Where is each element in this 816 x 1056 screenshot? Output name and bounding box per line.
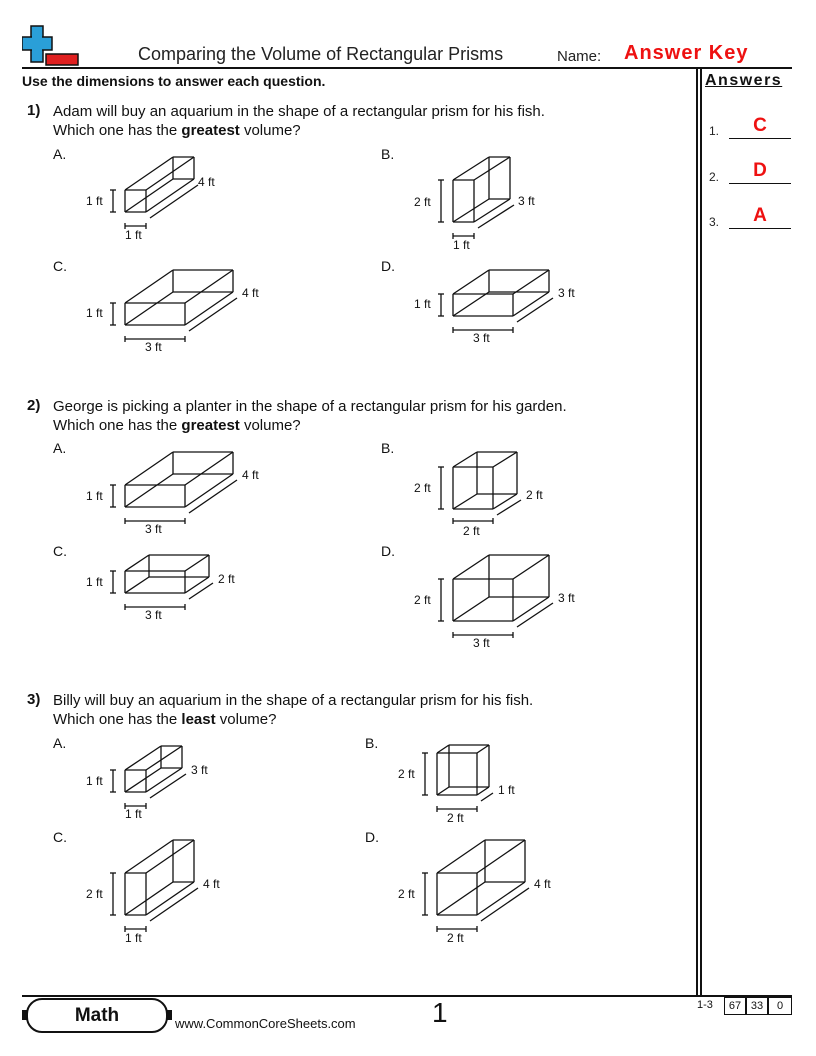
option-letter[interactable]: D. [381,543,395,559]
option-letter[interactable]: C. [53,258,67,274]
width-label: 2 ft [447,811,464,825]
question-line-1: George is picking a planter in the shape of a rectangular prism for his garden. [53,398,567,415]
height-label: 2 ft [414,481,431,495]
depth-label: 3 ft [518,194,535,208]
width-label: 3 ft [145,522,162,536]
page-number: 1 [432,997,448,1028]
name-label: Name: [557,48,602,65]
option-letter[interactable]: A. [53,146,67,162]
height-label: 2 ft [398,767,415,781]
answer-value[interactable]: D [753,160,767,181]
score-box: 67 [724,997,746,1015]
width-label: 3 ft [473,636,490,650]
height-label: 1 ft [86,774,103,788]
option-letter[interactable]: B. [381,146,395,162]
question-line-2: Which one has the least volume? [53,711,277,728]
height-label: 1 ft [86,194,103,208]
depth-label: 4 ft [242,286,259,300]
width-label: 1 ft [125,228,142,242]
depth-label: 3 ft [558,591,575,605]
width-label: 3 ft [145,340,162,354]
height-label: 1 ft [414,297,431,311]
question-line-2: Which one has the greatest volume? [53,122,301,139]
option-letter[interactable]: B. [381,440,395,456]
height-label: 2 ft [398,887,415,901]
height-label: 2 ft [414,195,431,209]
width-label: 1 ft [125,807,142,821]
depth-label: 2 ft [218,572,235,586]
question-number: 2) [27,397,41,414]
answer-key-label: Answer Key [624,42,749,64]
answer-number: 2. [709,170,720,184]
score-box: 0 [768,997,792,1015]
depth-label: 1 ft [498,783,515,797]
score-box: 33 [746,997,768,1015]
depth-label: 3 ft [558,286,575,300]
question-line-1: Adam will buy an aquarium in the shape of a rectangular prism for his fish. [53,103,545,120]
question-range: 1-3 [697,999,713,1011]
height-label: 1 ft [86,306,103,320]
width-label: 2 ft [463,524,480,538]
height-label: 2 ft [414,593,431,607]
question-number: 1) [27,102,41,119]
subject-badge: Math [26,998,168,1033]
width-label: 3 ft [145,608,162,622]
instructions: Use the dimensions to answer each question. [22,73,326,89]
option-letter[interactable]: B. [365,735,379,751]
footer-divider [22,995,792,997]
question-number: 3) [27,691,41,708]
width-label: 1 ft [453,238,470,252]
question-line-2: Which one has the greatest volume? [53,417,301,434]
height-label: 1 ft [86,575,103,589]
depth-label: 4 ft [242,468,259,482]
site-url[interactable]: www.CommonCoreSheets.com [175,1016,356,1031]
answer-value[interactable]: C [753,115,767,136]
page-title: Comparing the Volume of Rectangular Prisms [138,44,504,64]
option-letter[interactable]: A. [53,735,67,751]
depth-label: 4 ft [534,877,551,891]
depth-label: 3 ft [191,763,208,777]
answers-heading: Answers [705,72,783,89]
answer-number: 1. [709,124,720,138]
option-letter[interactable]: A. [53,440,67,456]
option-letter[interactable]: C. [53,543,67,559]
question-line-1: Billy will buy an aquarium in the shape of a rectangular prism for his fish. [53,692,534,709]
depth-label: 2 ft [526,488,543,502]
depth-label: 4 ft [198,175,215,189]
width-label: 2 ft [447,931,464,945]
answer-value[interactable]: A [753,205,767,226]
option-letter[interactable]: D. [365,829,379,845]
option-letter[interactable]: D. [381,258,395,274]
width-label: 3 ft [473,331,490,345]
depth-label: 4 ft [203,877,220,891]
height-label: 1 ft [86,489,103,503]
option-letter[interactable]: C. [53,829,67,845]
answer-number: 3. [709,215,720,229]
height-label: 2 ft [86,887,103,901]
width-label: 1 ft [125,931,142,945]
